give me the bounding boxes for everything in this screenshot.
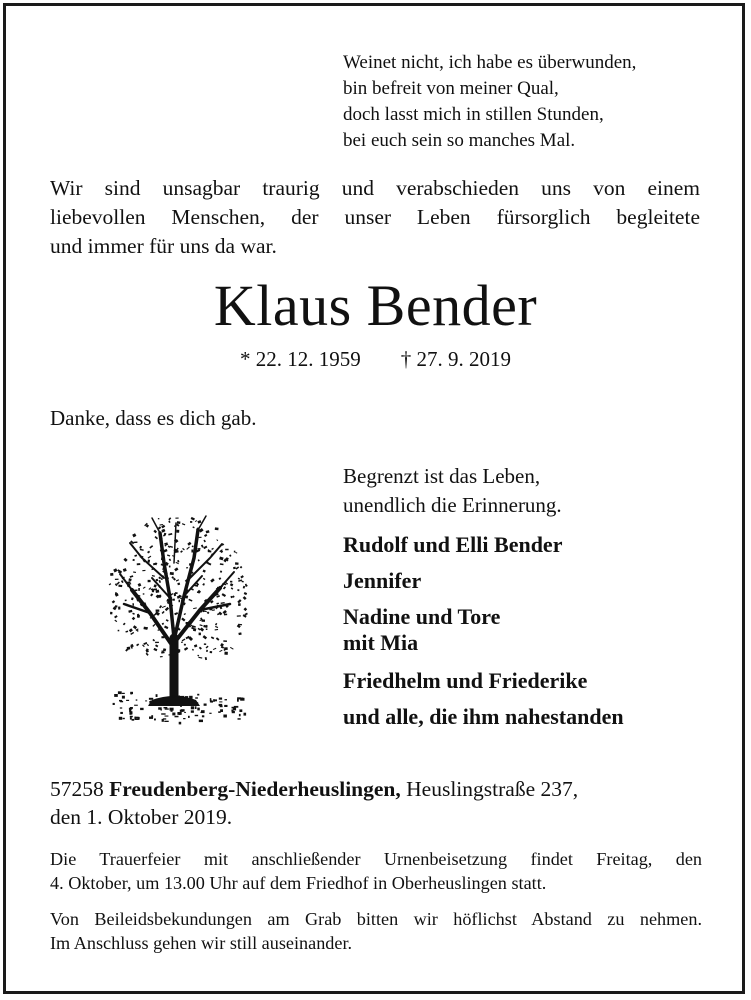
notice-line: Von Beileidsbekundungen am Grab bitten wir höflichst Abstand zu nehmen. bbox=[50, 909, 702, 929]
verse bbox=[343, 462, 562, 520]
life-dates bbox=[0, 344, 751, 374]
condolence-notice bbox=[50, 907, 702, 955]
postcode: 57258 bbox=[50, 777, 104, 801]
mourner: Jennifer bbox=[343, 568, 422, 593]
poem bbox=[343, 50, 636, 154]
birth-date: * 22. 12. 1959 bbox=[240, 347, 361, 371]
tree-icon bbox=[102, 508, 252, 733]
deceased-name: Klaus Bender bbox=[213, 273, 538, 338]
notice-line: Die Trauerfeier mit anschließender Urnenbeisetzung findet Freitag, den bbox=[50, 849, 702, 869]
death-date: † 27. 9. 2019 bbox=[400, 347, 511, 371]
mourner: Nadine und Tore bbox=[343, 604, 501, 629]
poem-line: Weinet nicht, ich habe es überwunden, bbox=[343, 52, 637, 73]
intro-line: Wir sind unsagbar traurig und verabschieden uns von einem bbox=[50, 176, 700, 200]
address-line bbox=[50, 775, 578, 803]
mourner: und alle, die ihm nahestanden bbox=[343, 704, 624, 729]
notice-line: 4. Oktober, um 13.00 Uhr auf dem Friedhof in Oberheuslingen statt. bbox=[50, 873, 547, 893]
intro-text bbox=[50, 174, 700, 261]
mourner: Rudolf und Elli Bender bbox=[343, 532, 563, 557]
notice-line: Im Anschluss gehen wir still auseinander. bbox=[50, 933, 353, 953]
intro-line: und immer für uns da war. bbox=[50, 234, 277, 258]
thanks-line: Danke, dass es dich gab. bbox=[50, 406, 257, 430]
address-date: den 1. Oktober 2019. bbox=[50, 805, 233, 829]
place-name: Freudenberg-Niederheuslingen, bbox=[109, 777, 401, 801]
mourner: Friedhelm und Friederike bbox=[343, 668, 588, 693]
poem-line: bei euch sein so manches Mal. bbox=[343, 130, 576, 151]
street: Heuslingstraße 237, bbox=[406, 777, 579, 801]
intro-line: liebevollen Menschen, der unser Leben fürsorglich begleitete bbox=[50, 205, 700, 229]
verse-line: unendlich die Erinnerung. bbox=[343, 493, 562, 517]
mourner: mit Mia bbox=[343, 630, 419, 655]
address-block bbox=[50, 775, 578, 831]
verse-line: Begrenzt ist das Leben, bbox=[343, 464, 541, 488]
poem-line: bin befreit von meiner Qual, bbox=[343, 78, 559, 99]
poem-line: doch lasst mich in stillen Stunden, bbox=[343, 104, 604, 125]
ceremony-notice bbox=[50, 847, 702, 895]
